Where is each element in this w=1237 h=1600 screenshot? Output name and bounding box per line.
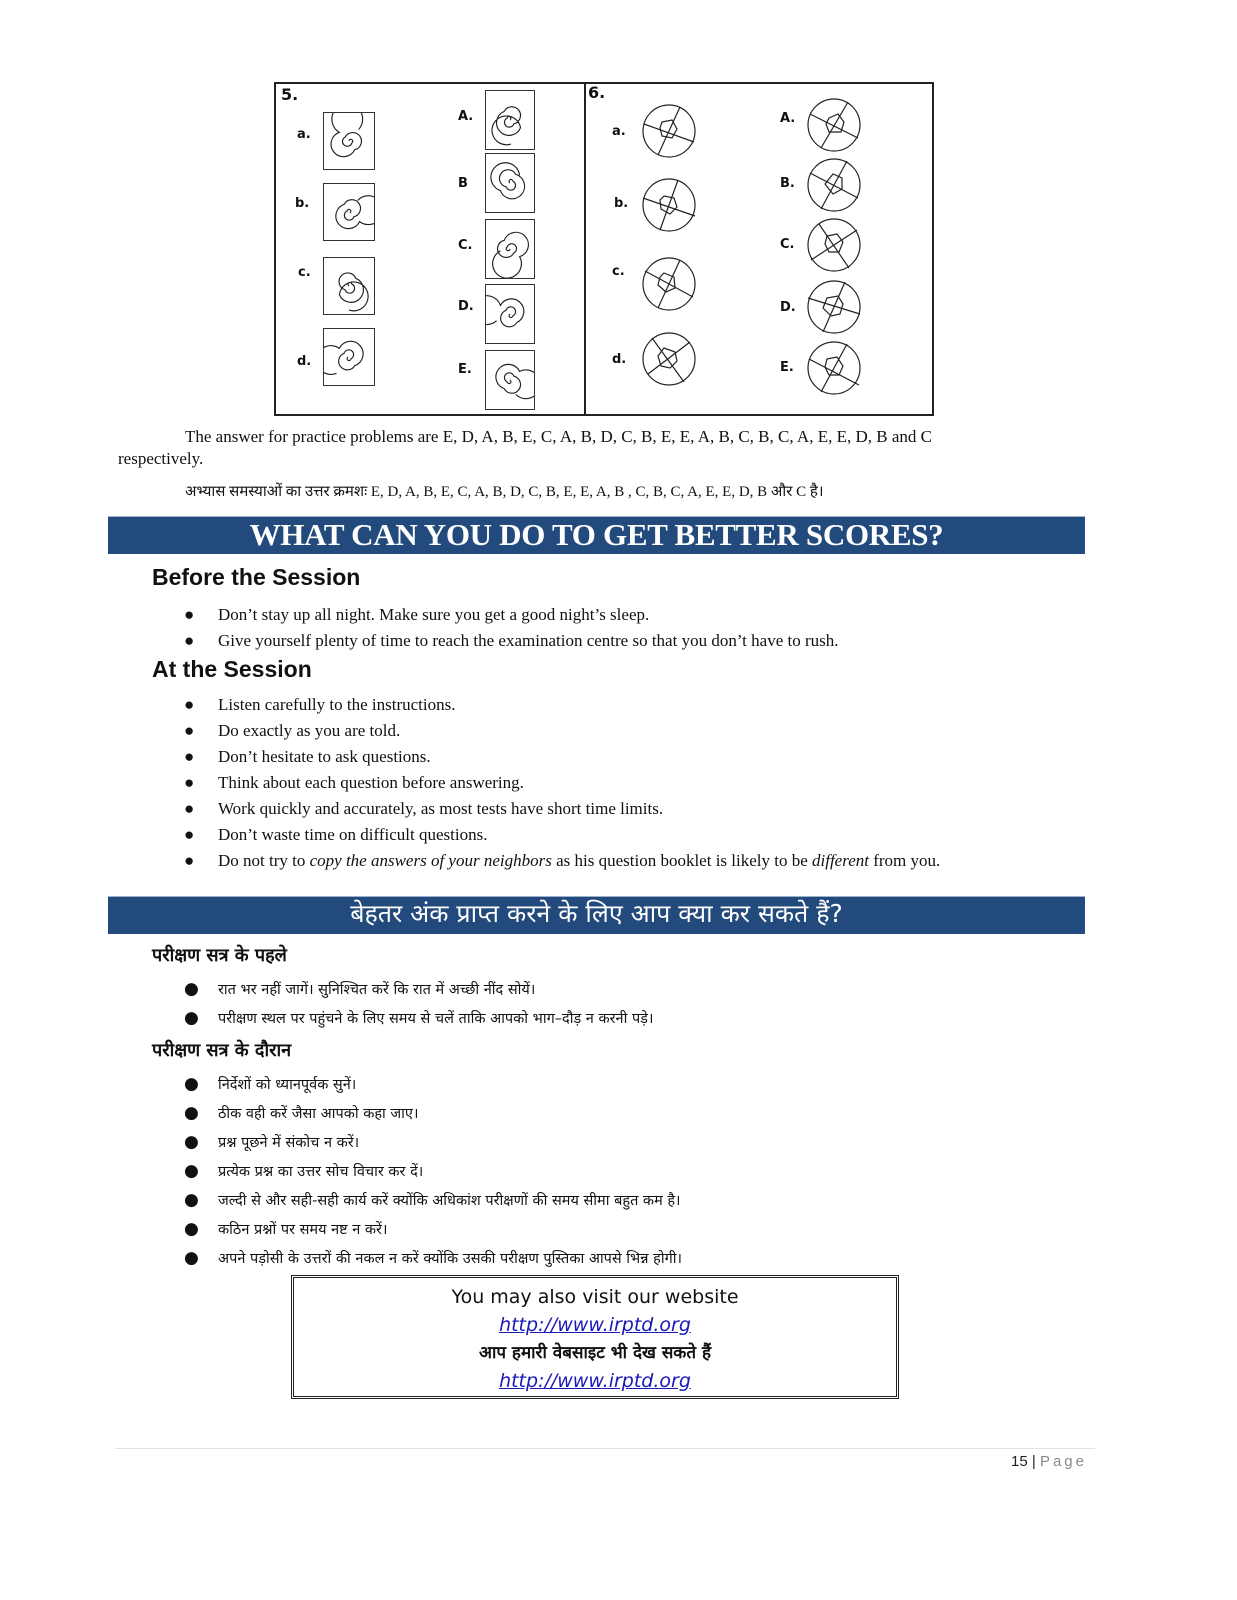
- page-footer: [1011, 1453, 1087, 1470]
- list-item: ● ठीक वही करें जैसा आपको कहा जाए।: [184, 1103, 419, 1123]
- list-item: ● Listen carefully to the instructions.: [184, 695, 456, 714]
- bullet-icon: ●: [184, 631, 195, 650]
- q5-label-a: a.: [297, 127, 311, 142]
- bullet-icon: ●: [184, 1008, 199, 1028]
- bullet-icon: ●: [184, 979, 199, 999]
- footer-divider: [115, 1448, 1095, 1449]
- panel-divider: [584, 82, 586, 416]
- spiral-option-A[interactable]: [485, 90, 535, 150]
- q5-label-b: b.: [295, 196, 310, 211]
- q5-option-label-C: C.: [458, 238, 473, 253]
- bullet-icon: ●: [184, 1190, 199, 1210]
- heading-at-session: At the Session: [152, 656, 312, 682]
- question-6-number: 6.: [588, 83, 606, 102]
- q5-label-d: d.: [297, 354, 312, 369]
- heading-during-session-hindi: परीक्षण सत्र के दौरान: [152, 1040, 292, 1061]
- list-item: ● प्रश्न पूछने में संकोच न करें।: [184, 1132, 360, 1152]
- spiral-option-C[interactable]: [485, 219, 535, 279]
- section-banner-english: [108, 516, 1085, 554]
- wheel-option-C[interactable]: [805, 216, 863, 274]
- website-text-hindi: आप हमारी वेबसाइट भी देख सकते हैं: [478, 1343, 711, 1363]
- wheel-figure-c: [640, 255, 698, 313]
- answers-english-continued: respectively.: [118, 449, 204, 468]
- spiral-figure-d: [323, 328, 375, 386]
- website-link-english[interactable]: http://www.irptd.org: [499, 1314, 691, 1336]
- wheel-figure-d: [640, 330, 698, 388]
- answers-hindi: अभ्यास समस्याओं का उत्तर क्रमशः E, D, A, B, E, C, A, B, D, C, B, E, E, A, B , C, B, C, A, E, E, D, B और C है।: [185, 484, 824, 500]
- list-item: ● Do exactly as you are told.: [184, 721, 401, 740]
- list-item: ● Work quickly and accurately, as most tests have short time limits.: [184, 799, 664, 818]
- q5-option-label-E: E.: [458, 362, 472, 377]
- list-item: ● Do not try to copy the answers of your neighbors as his question booklet is likely to be different from you.: [184, 851, 941, 870]
- q6-option-label-B: B.: [780, 176, 795, 191]
- at-session-list: [182, 695, 940, 877]
- bullet-icon: ●: [184, 851, 195, 870]
- wheel-option-A[interactable]: [805, 96, 863, 154]
- list-item: ● रात भर नहीं जागें। सुनिश्चित करें कि रात में अच्छी नींद सोयें।: [184, 979, 536, 999]
- heading-before-session: Before the Session: [152, 564, 361, 590]
- spiral-option-D[interactable]: [485, 284, 535, 344]
- q5-option-label-B: B: [458, 176, 468, 191]
- question-5-number: 5.: [281, 85, 299, 104]
- footer-separator: |: [1031, 1453, 1036, 1470]
- q6-option-label-E: E.: [780, 360, 794, 375]
- bullet-icon: ●: [184, 747, 195, 766]
- q6-option-label-C: C.: [780, 237, 795, 252]
- q6-label-a: a.: [612, 124, 626, 139]
- list-item: ● निर्देशों को ध्यानपूर्वक सुनें।: [184, 1074, 357, 1094]
- bullet-icon: ●: [184, 1161, 199, 1181]
- spiral-figure-a: [323, 112, 375, 170]
- list-item: ● Don’t waste time on difficult questions.: [184, 825, 488, 844]
- wheel-figure-b: [640, 176, 698, 234]
- bullet-icon: ●: [184, 695, 195, 714]
- bullet-icon: ●: [184, 1248, 199, 1268]
- before-session-list: [182, 605, 838, 657]
- bullet-icon: ●: [184, 799, 195, 818]
- spiral-option-E[interactable]: [485, 350, 535, 410]
- list-item: ● जल्दी से और सही-सही कार्य करें क्योंकि अधिकांश परीक्षणों की समय सीमा बहुत कम है।: [184, 1190, 681, 1210]
- spiral-option-B[interactable]: [485, 153, 535, 213]
- q5-label-c: c.: [298, 265, 311, 280]
- list-item: ● परीक्षण स्थल पर पहुंचने के लिए समय से चलें ताकि आपको भाग–दौड़ न करनी पड़े।: [184, 1008, 654, 1028]
- website-link-hindi[interactable]: http://www.irptd.org: [499, 1370, 691, 1392]
- page-label: Page: [1039, 1453, 1087, 1470]
- list-item: ● Think about each question before answering.: [184, 773, 524, 792]
- during-session-list-hindi: [182, 1074, 682, 1277]
- q6-label-d: d.: [612, 352, 627, 367]
- bullet-icon: ●: [184, 605, 195, 624]
- bullet-icon: ●: [184, 825, 195, 844]
- q6-option-label-A: A.: [780, 111, 796, 126]
- list-item: ● Give yourself plenty of time to reach the examination centre so that you don’t have to rush.: [184, 631, 839, 650]
- q5-option-label-A: A.: [458, 109, 474, 124]
- list-item: ● अपने पड़ोसी के उत्तरों की नकल न करें क्योंकि उसकी परीक्षण पुस्तिका आपसे भिन्न होगी।: [184, 1248, 682, 1268]
- page-number: 15: [1011, 1453, 1028, 1470]
- bullet-icon: ●: [184, 1074, 199, 1094]
- website-text-english: You may also visit our website: [451, 1286, 739, 1308]
- q5-option-label-D: D.: [458, 299, 474, 314]
- q6-label-c: c.: [612, 264, 625, 279]
- spiral-figure-c: [323, 257, 375, 315]
- before-session-list-hindi: [182, 979, 653, 1037]
- spiral-figure-b: [323, 183, 375, 241]
- wheel-option-B[interactable]: [805, 156, 863, 214]
- list-item: ● कठिन प्रश्नों पर समय नष्ट न करें।: [184, 1219, 388, 1239]
- section-banner-hindi: [108, 896, 1085, 934]
- wheel-option-D[interactable]: [805, 278, 863, 336]
- q6-label-b: b.: [614, 196, 629, 211]
- bullet-icon: ●: [184, 1103, 199, 1123]
- q6-option-label-D: D.: [780, 300, 796, 315]
- bullet-icon: ●: [184, 721, 195, 740]
- bullet-icon: ●: [184, 1132, 199, 1152]
- bullet-icon: ●: [184, 1219, 199, 1239]
- wheel-figure-a: [640, 102, 698, 160]
- list-item: ● Don’t stay up all night. Make sure you get a good night’s sleep.: [184, 605, 650, 624]
- wheel-option-E[interactable]: [805, 339, 863, 397]
- section-title-hindi: बेहतर अंक प्राप्त करने के लिए आप क्या कर सकते हैं?: [350, 899, 843, 928]
- bullet-icon: ●: [184, 773, 195, 792]
- section-title-english: WHAT CAN YOU DO TO GET BETTER SCORES?: [249, 517, 944, 552]
- heading-before-session-hindi: परीक्षण सत्र के पहले: [152, 945, 287, 966]
- website-info-box: [291, 1275, 899, 1399]
- list-item: ● Don’t hesitate to ask questions.: [184, 747, 431, 766]
- answers-english: The answer for practice problems are E, D, A, B, E, C, A, B, D, C, B, E, E, A, B, C, B, C, A, E, E, D, B and C: [185, 427, 932, 446]
- list-item: ● प्रत्येक प्रश्न का उत्तर सोच विचार कर दें।: [184, 1161, 424, 1181]
